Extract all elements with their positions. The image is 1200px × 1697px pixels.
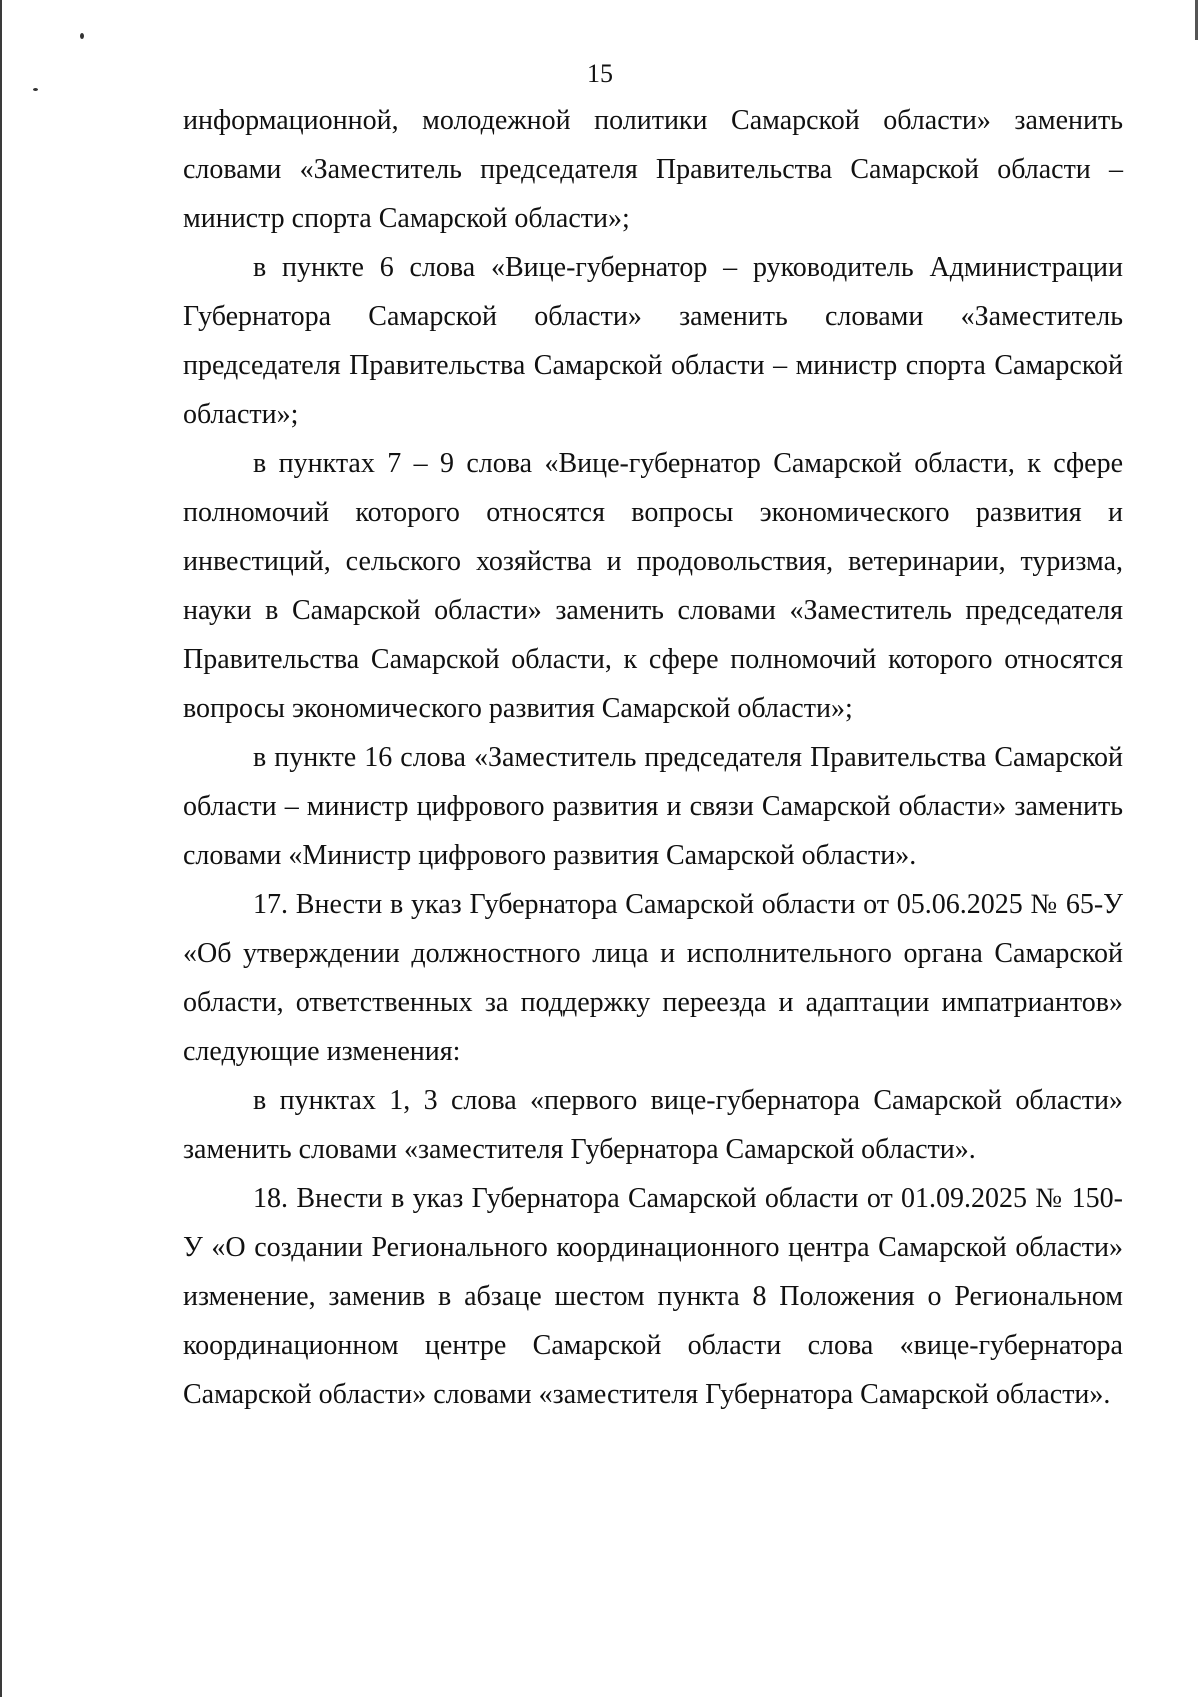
paragraph-section-18: 18. Внести в указ Губернатора Самарской области от 01.09.2025 № 150-У «О создании Регионального координационного центра Самарской области» изменение, заменив в абзаце шестом пункта 8 Положения о Региональном координационном центре Самарской области слова «вице-губернатора Самарской области» словами «заместителя Губернатора Самарской области».	[183, 1183, 1123, 1410]
paragraph-section-17: 17. Внести в указ Губернатора Самарской области от 05.06.2025 № 65-У «Об утверждении должностного лица и исполнительного органа Самарской области, ответственных за поддержку переезда и адаптации импатриантов» следующие изменения:	[183, 889, 1123, 1067]
paragraph-item-16: в пункте 16 слова «Заместитель председателя Правительства Самарской области – министр цифрового развития и связи Самарской области» заменить словами «Министр цифрового развития Самарской области».	[183, 742, 1123, 871]
scan-right-edge-mark	[1195, 0, 1198, 40]
document-body	[183, 96, 1123, 1419]
scan-left-edge	[0, 0, 2, 1697]
scan-speck	[80, 33, 84, 39]
paragraph-continuation: информационной, молодежной политики Самарской области» заменить словами «Заместитель председателя Правительства Самарской области – министр спорта Самарской области»;	[183, 105, 1123, 234]
paragraph-item-6: в пункте 6 слова «Вице-губернатор – руководитель Администрации Губернатора Самарской области» заменить словами «Заместитель председателя Правительства Самарской области – министр спорта Самарской области»;	[183, 252, 1123, 430]
page-number: 15	[587, 59, 613, 88]
paragraph-items-1-3: в пунктах 1, 3 слова «первого вице-губернатора Самарской области» заменить словами «заместителя Губернатора Самарской области».	[183, 1085, 1123, 1165]
paragraph-items-7-9: в пунктах 7 – 9 слова «Вице-губернатор Самарской области, к сфере полномочий которого относятся вопросы экономического развития и инвестиций, сельского хозяйства и продовольствия, ветеринарии, туризма, науки в Самарской области» заменить словами «Заместитель председателя Правительства Самарской области, к сфере полномочий которого относятся вопросы экономического развития Самарской области»;	[183, 448, 1123, 724]
